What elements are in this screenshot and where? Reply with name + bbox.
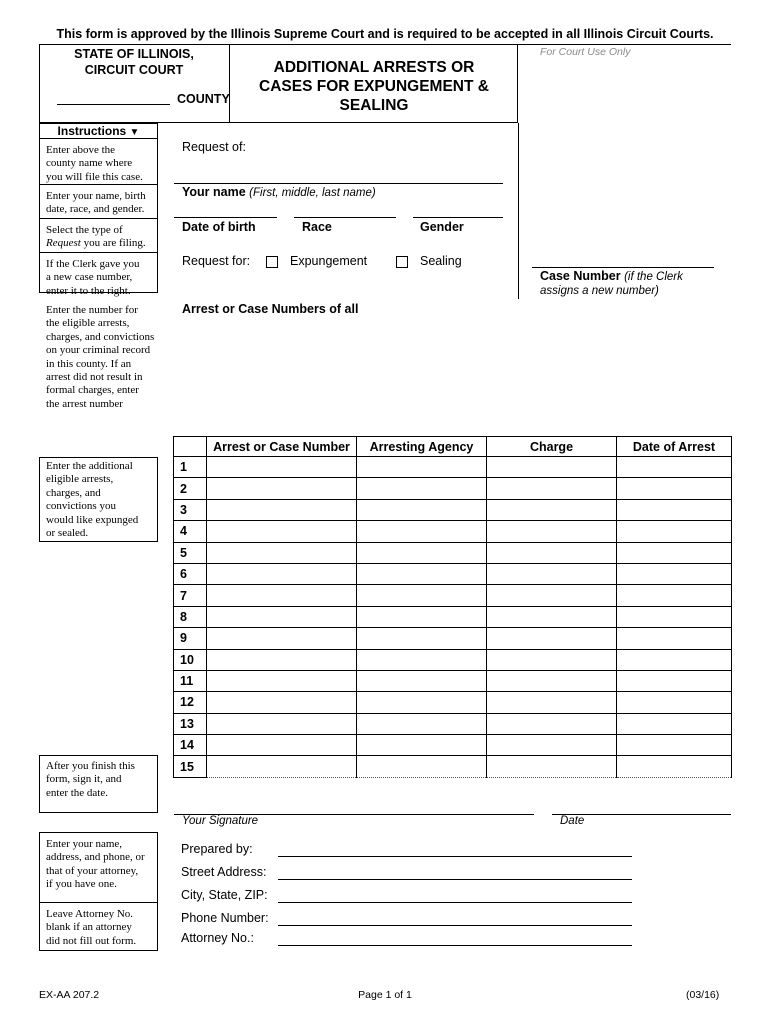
row-number: 12 (174, 692, 207, 713)
instructions-divider (39, 138, 158, 139)
date-of-arrest-cell[interactable] (617, 713, 732, 734)
table-row (174, 756, 732, 777)
arrest-number-cell[interactable] (207, 713, 357, 734)
instruction-county (46, 144, 143, 184)
instruction-name (46, 190, 146, 217)
instruction-additional (46, 460, 138, 540)
instruction-line: Enter above the (46, 144, 116, 156)
charge-cell[interactable] (487, 756, 617, 777)
instruction-line: After you finish this (46, 760, 135, 772)
row-number: 2 (174, 478, 207, 499)
date-label: Date (560, 815, 585, 827)
row-number: 1 (174, 457, 207, 478)
case-number-field[interactable] (532, 267, 714, 268)
attorney-number-field[interactable] (278, 945, 632, 946)
dob-label: Date of birth (182, 220, 256, 234)
arrest-number-cell[interactable] (207, 628, 357, 649)
instruction-attorney (46, 908, 136, 948)
charge-cell[interactable] (487, 649, 617, 670)
title-line: ADDITIONAL ARRESTS OR (273, 59, 475, 76)
charge-cell[interactable] (487, 457, 617, 478)
table-row (174, 542, 732, 563)
instruction-line: on your criminal record (46, 344, 151, 357)
arresting-agency-cell[interactable] (357, 713, 487, 734)
date-of-arrest-cell[interactable] (617, 499, 732, 520)
title-line: SEALING (339, 97, 409, 114)
arresting-agency-cell[interactable] (357, 478, 487, 499)
instruction-line (46, 237, 146, 250)
arrest-number-cell[interactable] (207, 499, 357, 520)
arresting-agency-cell[interactable] (357, 735, 487, 756)
instruction-line: Select the type of (46, 224, 123, 236)
instruction-line: formal charges, enter (46, 384, 139, 397)
table-header-row (174, 437, 732, 457)
arresting-agency-cell[interactable] (357, 670, 487, 691)
table-header: Arresting Agency (357, 437, 487, 457)
date-of-arrest-cell[interactable] (617, 606, 732, 627)
charge-cell[interactable] (487, 606, 617, 627)
instruction-line: Leave Attorney No. (46, 908, 134, 920)
instruction-line: If the Clerk gave you (46, 258, 140, 270)
instruction-separator (39, 218, 158, 219)
city-state-zip-field[interactable] (278, 902, 632, 903)
table-row (174, 649, 732, 670)
table-row (174, 563, 732, 584)
row-number: 5 (174, 542, 207, 563)
header-divider (229, 44, 230, 123)
charge-cell[interactable] (487, 542, 617, 563)
instruction-separator (39, 184, 158, 185)
arresting-agency-cell[interactable] (357, 649, 487, 670)
name-field[interactable] (174, 183, 503, 184)
arresting-agency-cell[interactable] (357, 542, 487, 563)
arrest-number-cell[interactable] (207, 756, 357, 777)
triangle-down-icon: ▼ (129, 127, 140, 138)
prepared-by-label: Prepared by: (181, 842, 253, 856)
request-for-label: Request for: (182, 254, 251, 268)
instruction-separator (39, 252, 158, 253)
instruction-text: you are filing. (80, 237, 146, 250)
title-line: CASES FOR EXPUNGEMENT & (259, 78, 489, 95)
table-header: Charge (487, 437, 617, 457)
court-use-border (518, 44, 731, 45)
instructions-title (39, 124, 158, 138)
instruction-line: or sealed. (46, 527, 89, 540)
date-of-arrest-cell[interactable] (617, 649, 732, 670)
form-date: (03/16) (686, 989, 720, 1001)
instruction-separator (39, 902, 158, 903)
date-of-arrest-cell[interactable] (617, 628, 732, 649)
arresting-agency-cell[interactable] (357, 499, 487, 520)
row-number: 7 (174, 585, 207, 606)
instructions-title-text: Instructions (57, 124, 127, 138)
row-number: 3 (174, 499, 207, 520)
row-number: 8 (174, 606, 207, 627)
instruction-prepared (46, 838, 145, 892)
county-field[interactable] (57, 104, 170, 105)
row-number: 10 (174, 649, 207, 670)
instruction-line: Enter your name, (46, 838, 123, 850)
instruction-line: Enter your name, birth (46, 190, 146, 202)
race-label: Race (302, 220, 332, 234)
instruction-line: the arrest number (46, 397, 123, 410)
arrest-number-cell[interactable] (207, 606, 357, 627)
instruction-case-number (46, 258, 139, 298)
instruction-line: Enter the additional (46, 460, 133, 472)
table-row (174, 628, 732, 649)
table-row (174, 713, 732, 734)
arresting-agency-cell[interactable] (357, 628, 487, 649)
case-number-hint: (if the Clerk (624, 271, 683, 283)
case-number-label (540, 269, 683, 283)
street-address-field[interactable] (278, 879, 632, 880)
instruction-line: in this county. If an (46, 357, 132, 370)
instruction-line: the eligible arrests, (46, 317, 130, 330)
instruction-line: a new case number, (46, 271, 133, 284)
row-number: 4 (174, 521, 207, 542)
arrest-number-cell[interactable] (207, 521, 357, 542)
charge-cell[interactable] (487, 585, 617, 606)
table-row (174, 499, 732, 520)
arresting-agency-cell[interactable] (357, 756, 487, 777)
instruction-request-type (46, 224, 146, 251)
date-of-arrest-cell[interactable] (617, 457, 732, 478)
form-title (232, 58, 516, 115)
date-of-arrest-cell[interactable] (617, 563, 732, 584)
arrest-number-cell[interactable] (207, 542, 357, 563)
row-number: 6 (174, 563, 207, 584)
court-use-label: For Court Use Only (540, 46, 631, 58)
city-state-zip-label: City, State, ZIP: (181, 888, 268, 902)
instruction-sign (46, 760, 135, 800)
date-of-arrest-cell[interactable] (617, 670, 732, 691)
arresting-agency-cell[interactable] (357, 521, 487, 542)
instruction-line: would like expunged (46, 513, 139, 526)
charge-cell[interactable] (487, 521, 617, 542)
instruction-line: that of your attorney, (46, 864, 139, 877)
row-number: 14 (174, 735, 207, 756)
row-number: 11 (174, 670, 207, 691)
dob-field[interactable] (174, 217, 277, 218)
race-field[interactable] (294, 217, 396, 218)
date-of-arrest-cell[interactable] (617, 692, 732, 713)
court-use-divider (518, 123, 519, 299)
instruction-line: arrest did not result in (46, 371, 143, 384)
instruction-line: if you have one. (46, 878, 117, 891)
table-body (174, 457, 732, 778)
expungement-checkbox[interactable] (266, 256, 278, 268)
table-header: Arrest or Case Number (207, 437, 357, 457)
arrest-number-cell[interactable] (207, 478, 357, 499)
instruction-line: charges, and convictions (46, 330, 155, 343)
date-of-arrest-cell[interactable] (617, 756, 732, 777)
sealing-checkbox[interactable] (396, 256, 408, 268)
arrest-number-cell[interactable] (207, 735, 357, 756)
arresting-agency-cell[interactable] (357, 606, 487, 627)
charge-cell[interactable] (487, 735, 617, 756)
instruction-line: enter it to the right. (46, 284, 131, 297)
table-row (174, 670, 732, 691)
attorney-number-label: Attorney No.: (181, 931, 254, 945)
instruction-line: Enter the number for (46, 304, 138, 316)
street-address-label: Street Address: (181, 865, 267, 879)
date-of-arrest-cell[interactable] (617, 585, 732, 606)
phone-number-label: Phone Number: (181, 911, 269, 925)
row-number: 13 (174, 713, 207, 734)
instruction-line: convictions you (46, 500, 116, 513)
page-number: Page 1 of 1 (358, 989, 412, 1001)
circuit-court-label: CIRCUIT COURT (84, 63, 184, 77)
table-row (174, 692, 732, 713)
arrest-numbers-label: Arrest or Case Numbers of all (182, 302, 359, 316)
state-label: STATE OF ILLINOIS, (74, 47, 194, 61)
date-of-arrest-cell[interactable] (617, 521, 732, 542)
table-header-num (174, 437, 207, 457)
arrest-number-cell[interactable] (207, 563, 357, 584)
row-number: 15 (174, 756, 207, 777)
arresting-agency-cell[interactable] (357, 692, 487, 713)
table-header: Date of Arrest (617, 437, 732, 457)
instruction-arrest-numbers (46, 304, 154, 411)
table-row (174, 585, 732, 606)
instruction-line: charges, and (46, 486, 101, 499)
instruction-line: eligible arrests, (46, 473, 114, 486)
charge-cell[interactable] (487, 478, 617, 499)
date-of-arrest-cell[interactable] (617, 542, 732, 563)
arrest-number-cell[interactable] (207, 670, 357, 691)
phone-number-field[interactable] (278, 925, 632, 926)
charge-cell[interactable] (487, 628, 617, 649)
case-number-hint-2: assigns a new number) (540, 285, 659, 297)
instruction-line: enter the date. (46, 786, 108, 799)
arresting-agency-cell[interactable] (357, 457, 487, 478)
expungement-label: Expungement (290, 254, 368, 268)
date-of-arrest-cell[interactable] (617, 478, 732, 499)
your-name-text: Your name (182, 185, 246, 199)
arrest-number-cell[interactable] (207, 585, 357, 606)
table-row (174, 457, 732, 478)
row-number: 9 (174, 628, 207, 649)
instruction-line: county name where (46, 157, 133, 170)
charge-cell[interactable] (487, 499, 617, 520)
table-row (174, 521, 732, 542)
approval-notice: This form is approved by the Illinois Supreme Court and is required to be accepted in all Illinois Circuit Courts. (56, 27, 714, 41)
arrest-number-cell[interactable] (207, 692, 357, 713)
request-of-label: Request of: (182, 140, 246, 154)
instruction-line: form, sign it, and (46, 773, 122, 786)
form-id: EX-AA 207.2 (39, 989, 100, 1001)
arresting-agency-cell[interactable] (357, 585, 487, 606)
county-label: COUNTY (177, 92, 230, 106)
arrest-number-cell[interactable] (207, 457, 357, 478)
your-name-hint: (First, middle, last name) (249, 187, 376, 199)
signature-label: Your Signature (182, 815, 259, 827)
prepared-by-field[interactable] (278, 856, 632, 857)
instruction-line: address, and phone, or (46, 851, 145, 864)
date-of-arrest-cell[interactable] (617, 735, 732, 756)
charge-cell[interactable] (487, 713, 617, 734)
gender-field[interactable] (413, 217, 503, 218)
arrest-table (173, 436, 732, 778)
table-row (174, 478, 732, 499)
instruction-line: date, race, and gender. (46, 203, 145, 216)
instruction-emphasis: Request (46, 237, 81, 250)
instruction-line: you will file this case. (46, 170, 143, 183)
instruction-line: did not fill out form. (46, 934, 137, 947)
sealing-label: Sealing (420, 254, 462, 268)
charge-cell[interactable] (487, 670, 617, 691)
table-row (174, 606, 732, 627)
your-name-label (182, 185, 376, 199)
arresting-agency-cell[interactable] (357, 563, 487, 584)
arrest-number-cell[interactable] (207, 649, 357, 670)
gender-label: Gender (420, 220, 464, 234)
charge-cell[interactable] (487, 692, 617, 713)
table-row (174, 735, 732, 756)
instruction-line: blank if an attorney (46, 921, 132, 934)
charge-cell[interactable] (487, 563, 617, 584)
case-number-text: Case Number (540, 269, 621, 283)
